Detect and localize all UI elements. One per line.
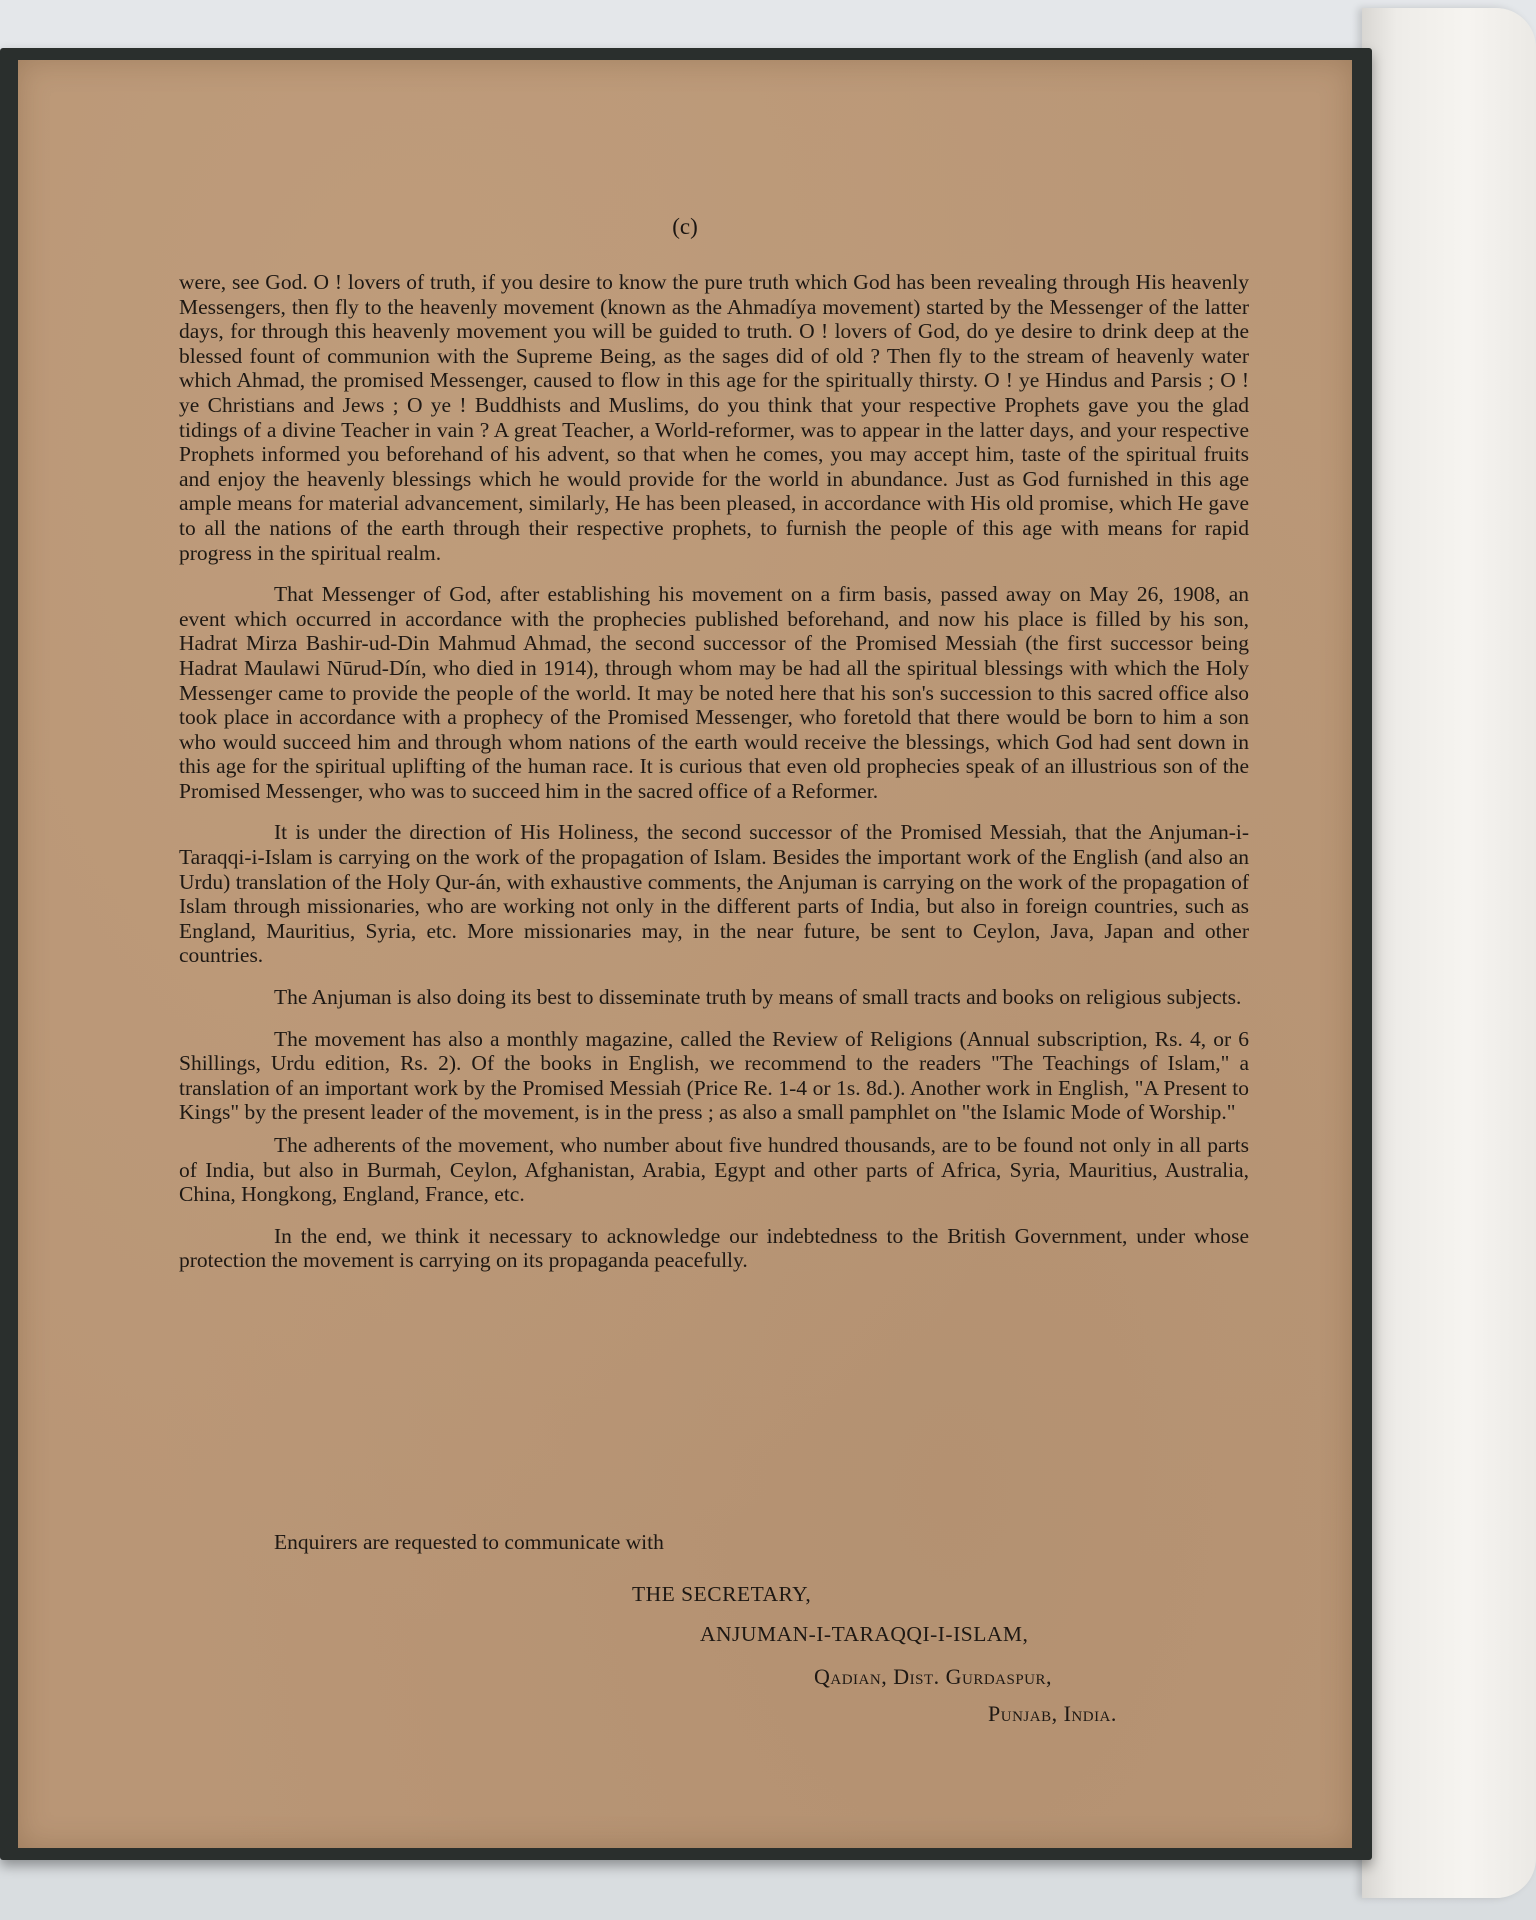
page-number-label: (c): [672, 214, 698, 239]
facing-page-edge: [1362, 8, 1536, 1898]
address-line-2: ANJUMAN-I-TARAQQI-I-ISLAM,: [700, 1622, 1029, 1646]
paragraph-5: The movement has also a monthly magazine, called the Review of Religions (Annual subscription, Rs. 4, or 6 Shillings, Urdu edition, Rs. 2). Of the books in English, we recommend to the readers "The Teachings of Islam," a translation of an important work by the Promised Messiah (Price Re. 1-4 or 1s. 8d.). Another work in English, "A Present to Kings" by the present leader of the movement, is in the press ; as also a small pamphlet on "the Islamic Mode of Worship.": [179, 1026, 1249, 1125]
paragraph-1: were, see God. O ! lovers of truth, if you desire to know the pure truth which God has been revealing through His heavenly Messengers, then fly to the heavenly movement (known as the Ahmadíya movement) started by the Messenger of the latter days, for through this heavenly movement you will be guided to truth. O ! lovers of God, do ye desire to drink deep at the blessed fount of communion with the Supreme Being, as the sages did of old ? Then fly to the stream of heavenly water which Ahmad, the promised Messenger, caused to flow in this age for the spiritually thirsty. O ! ye Hindus and Parsis ; O ! ye Christians and Jews ; O ye ! Buddhists and Muslims, do you think that your respective Prophets gave you the glad tidings of a divine Teacher in vain ? A great Teacher, a World-reformer, was to appear in the latter days, and your respective Prophets informed you beforehand of his advent, so that when he comes, you may accept him, taste of the spiritual fruits and enjoy the heavenly blessings which he would provide for the world in abundance. Just as God furnished in this age ample means for material advancement, similarly, He has been pleased, in accordance with His old promise, which He gave to all the nations of the earth through their respective prophets, to furnish the people of this age with means for rapid progress in the spiritual realm.: [179, 270, 1249, 565]
paragraph-3: It is under the direction of His Holiness, the second successor of the Promised Messiah, that the Anjuman-i-Taraqqi-i-Islam is carrying on the work of the propagation of Islam. Besides the important work of the English (and also an Urdu) translation of the Holy Qur-án, with exhaustive comments, the Anjuman is carrying on the work of the propagation of Islam through missionaries, who are working not only in the different parts of India, but also in foreign countries, such as England, Mauritius, Syria, etc. More missionaries may, in the near future, be sent to Ceylon, Java, Japan and other countries.: [179, 820, 1249, 968]
address-line-1: THE SECRETARY,: [632, 1582, 812, 1606]
enquirers-line: Enquirers are requested to communicate with: [274, 1530, 664, 1554]
body-text: [179, 270, 1249, 1290]
paragraph-4: The Anjuman is also doing its best to disseminate truth by means of small tracts and books on religious subjects.: [274, 985, 1242, 1010]
address-line-4: Punjab, India.: [988, 1701, 1117, 1726]
paragraph-2: That Messenger of God, after establishing his movement on a firm basis, passed away on May 26, 1908, an event which occurred in accordance with the prophecies published beforehand, and now his place is filled by his son, Hadrat Mirza Bashir-ud-Din Mahmud Ahmad, the second successor of the Promised Messiah (the first successor being Hadrat Maulawi Nūrud-Dín, who died in 1914), through whom may be had all the spiritual blessings with which the Holy Messenger came to provide the people of the world. It may be noted here that his son's succession to this sacred office also took place in accordance with a prophecy of the Promised Messenger, who foretold that there would be born to him a son who would succeed him and through whom nations of the earth would receive the blessings, which God had sent down in this age for the spiritual uplifting of the human race. It is curious that even old prophecies speak of an illustrious son of the Promised Messenger, who was to succeed him in the sacred office of a Reformer.: [179, 582, 1249, 803]
address-line-3: Qadian, Dist. Gurdaspur,: [814, 1664, 1053, 1689]
paragraph-7: In the end, we think it necessary to acknowledge our indebtedness to the British Government, under whose protection the movement is carrying on its propaganda peacefully.: [179, 1223, 1249, 1273]
paragraph-6: The adherents of the movement, who number about five hundred thousands, are to be found not only in all parts of India, but also in Burmah, Ceylon, Afghanistan, Arabia, Egypt and other parts of Africa, Syria, Mauritius, Australia, China, Hongkong, England, France, etc.: [179, 1133, 1249, 1207]
document-page: [18, 60, 1352, 1848]
